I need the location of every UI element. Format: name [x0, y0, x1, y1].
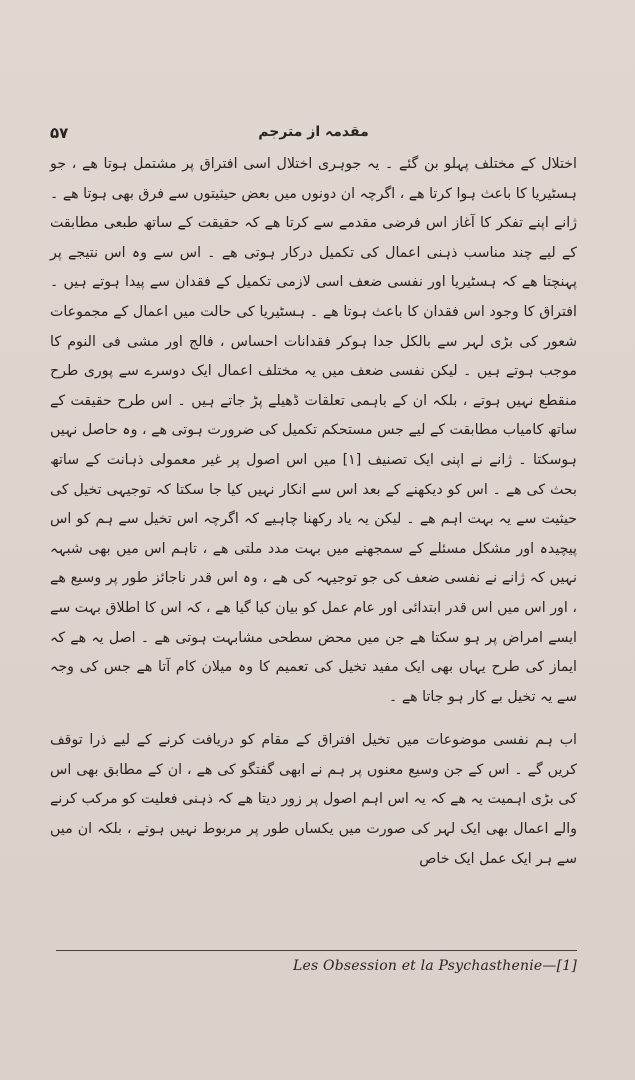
footnote-divider — [56, 950, 577, 951]
page-header — [50, 118, 577, 148]
paragraph-1: اختلال کے مختلف پہلو بن گئے ۔ یہ جوہری اختلال اسی افتراق پر مشتمل ہوتا ھے ، جو ہسٹیریا کا باعث ہوا کرتا ھے ، اگرچہ ان دونوں میں بعض حیثیتوں سے فرق بھی ہوتا ھے ۔ ژانے اپنے تفکر کا آغاز اس فرضی مقدمے سے کرتا ھے کہ حقیقت کے ساتھ طبعی مطابقت کے لیے چند مناسب ذہنی اعمال کی تکمیل درکار ہوتی ھے ۔ اس سے وہ اس نتیجے پر پہنچتا ھے کہ ہسٹیریا اور نفسی ضعف اسی لازمی تکمیل کے فقدان سے پیدا ہوتے ہیں ۔ افتراق کا وجود اس فقدان کا باعث ہوتا ھے ۔ ہسٹیریا کی حالت میں اعمال کے مجموعات شعور کی بڑی لہر سے بالکل جدا ہوکر فقدانات احساس ، فالج اور مشی فی النوم کا موجب ہوتے ہیں ۔ لیکن نفسی ضعف میں یہ مختلف اعمال ایک دوسرے سے پوری طرح منقطع نہیں ہوتے ، بلکہ ان کے باہمی تعلقات ڈھیلے پڑ جاتے ہیں ۔ اس طرح حقیقت کے ساتھ کامیاب مطابقت کے لیے جس مستحکم تکمیل کی ضرورت ہوتی ھے ، وہ حاصل نہیں ہوسکتا ۔ ژانے نے اپنی ایک تصنیف [۱] میں اس اصول پر غیر معمولی ذہانت کے ساتھ بحث کی ھے ۔ اس کو دیکھنے کے بعد اس سے انکار نہیں کیا جا سکتا کہ توجیہی تخیل کی حیثیت سے یہ بہت اہم ھے ۔ لیکن یہ یاد رکھنا چاہیے کہ اگرچہ اس تخیل سے ہم کو اس پیچیدہ اور مشکل مسئلے کے سمجھنے میں بہت مدد ملتی ھے ، تاہم اس میں بھی شبہہ نہیں کہ ژانے نے نفسی ضعف کی جو توجیہہ کی ھے ، وہ اس قدر ناجائز طور پر وسیع ھے ، اور اس میں اس قدر ابتدائی اور عام عمل کو بیان کیا گیا ھے ، کہ اس کا اطلاق بہت سے ایسے امراض پر ہو سکتا ھے جن میں محض سطحی مشابہت ہوتی ھے ۔ اصل یہ ھے کہ ایماز کی طرح یہاں بھی ایک مفید تخیل کی تعمیم کا وہ میلان کام آتا ھے جس کی وجہ سے یہ تخیل بے کار ہو جاتا ھے ۔ — [50, 156, 577, 705]
footnote: Les Obsession et la Psychasthenie—[1] — [293, 958, 577, 974]
paragraph-2: اب ہم نفسی موضوعات میں تخیل افتراق کے مقام کو دریافت کرنے کے لیے ذرا توقف کریں گے ۔ اس کے جن وسیع معنوں پر ہم نے ابھی گفتگو کی ھے ، ان کے مطابق بھی اس کی بڑی اہمیت یہ ھے کہ یہ اس اہم اصول پر زور دیتا ھے کہ ذہنی فعلیت کو مرکب کرنے والے اعمال بھی ایک لہر کی صورت میں یکساں طور پر مربوط نہیں ہوتے ، بلکہ ان میں سے ہر ایک عمل ایک خاص — [50, 732, 577, 867]
page-number: ۵۷ — [50, 124, 69, 142]
running-title: مقدمہ از مترجم — [258, 124, 369, 140]
body-text — [50, 148, 577, 874]
